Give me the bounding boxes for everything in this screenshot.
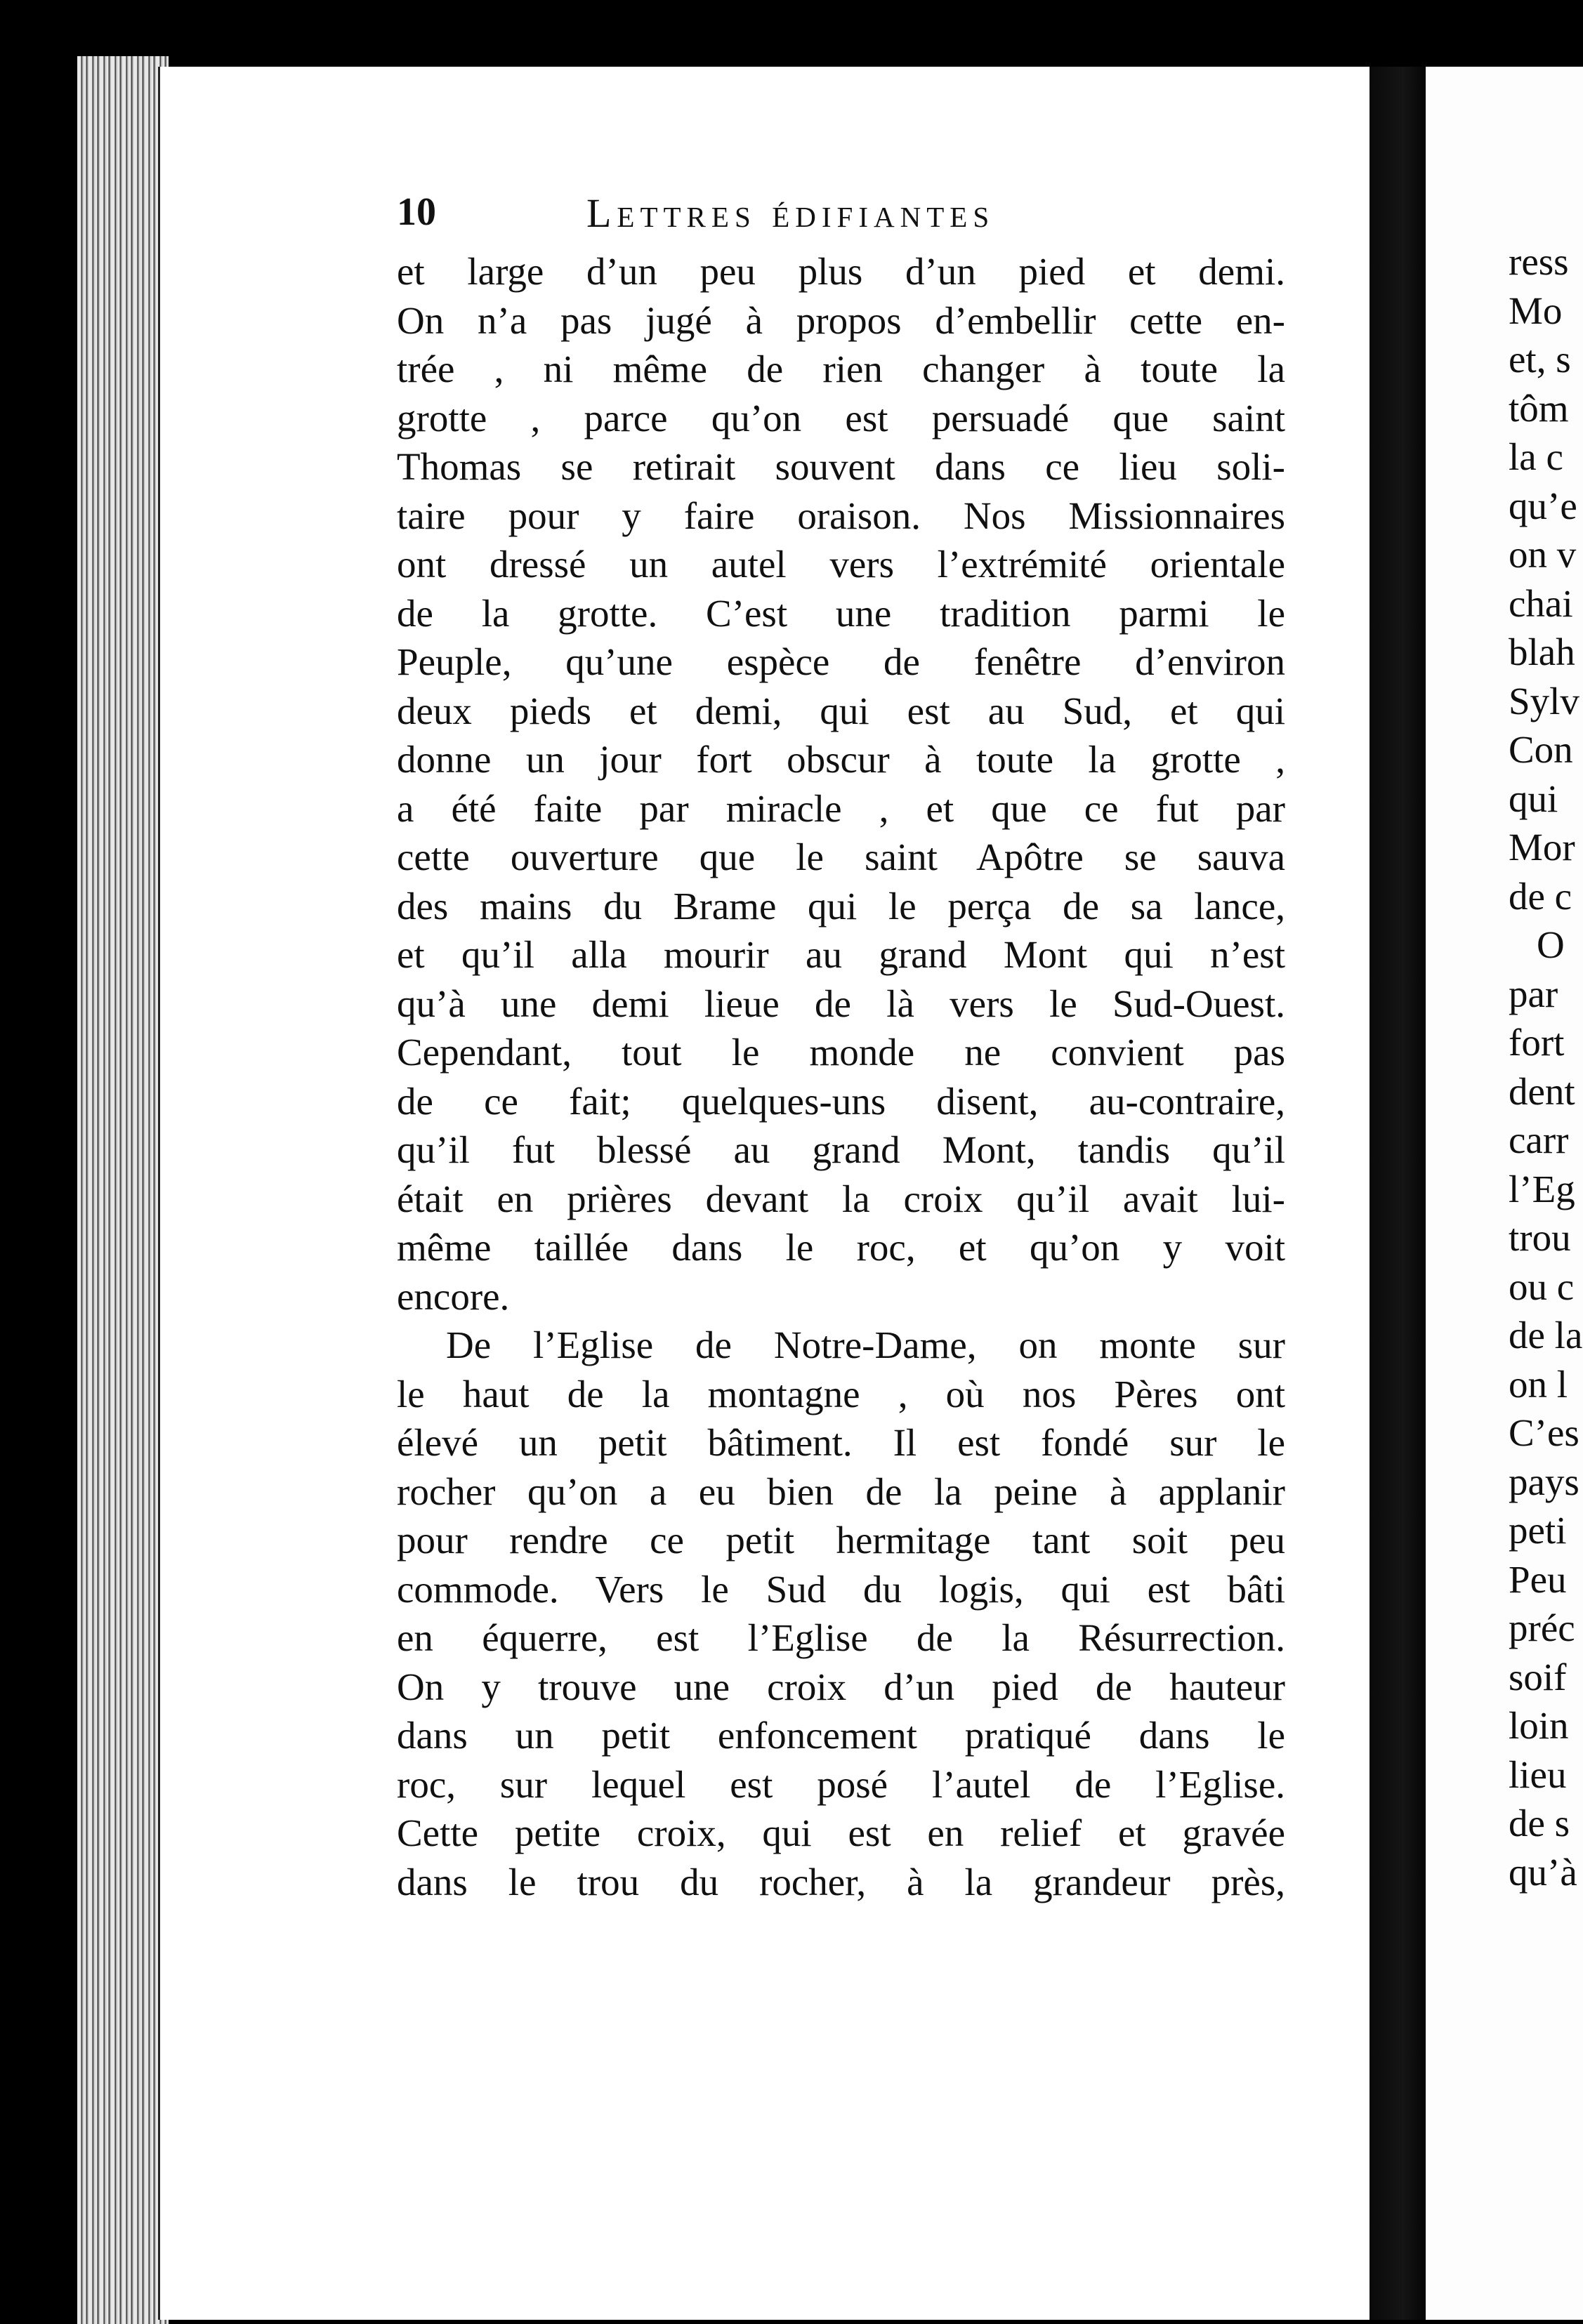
text-line: était en prières devant la croix qu’il avait lui- <box>397 1177 1285 1220</box>
fragment-line: chai <box>1509 581 1573 625</box>
fragment-line: ou c <box>1509 1265 1575 1308</box>
fragment-line: O <box>1537 923 1565 966</box>
page-number: 10 <box>397 190 436 234</box>
fragment-line: de s <box>1509 1802 1570 1844</box>
fragment-line: Mo <box>1509 289 1563 332</box>
fragment-line: Con <box>1509 728 1573 771</box>
running-title: Lettres édifiantes <box>586 190 995 236</box>
fragment-line: et, s <box>1509 338 1571 381</box>
text-line: des mains du Brame qui le perça de sa lance, <box>397 884 1285 927</box>
book-gutter <box>1369 67 1426 2320</box>
text-line: de ce fait; quelques-uns disent, au-contraire, <box>397 1079 1285 1123</box>
text-line: a été faite par miracle , et que ce fut par <box>397 786 1285 830</box>
text-line: On n’a pas jugé à propos d’embellir cette en- <box>397 298 1285 342</box>
text-line: cette ouverture que le saint Apôtre se sauva <box>397 836 1285 878</box>
text-line: pour rendre ce petit hermitage tant soit peu <box>397 1519 1285 1562</box>
fragment-line: préc <box>1509 1606 1575 1649</box>
fragment-line: de la <box>1509 1314 1583 1356</box>
text-line: rocher qu’on a eu bien de la peine à applanir <box>397 1470 1285 1513</box>
fragment-line: Mor <box>1509 826 1575 869</box>
fragment-line: blah <box>1509 630 1575 673</box>
fragment-line: Peu <box>1509 1557 1567 1601</box>
fragment-line: par <box>1509 972 1558 1015</box>
right-page-text <box>1509 237 1583 1896</box>
fragment-line: trou <box>1509 1216 1571 1259</box>
text-line: ont dressé un autel vers l’extrémité orientale <box>397 543 1285 586</box>
body-text <box>397 247 1285 1906</box>
text-line: élevé un petit bâtiment. Il est fondé sur le <box>397 1421 1285 1464</box>
fragment-line: on v <box>1509 533 1577 576</box>
text-line: dans le trou du rocher, à la grandeur près, <box>397 1860 1285 1903</box>
text-line: commode. Vers le Sud du logis, qui est bâti <box>397 1567 1285 1611</box>
fragment-line: soif <box>1509 1655 1567 1698</box>
page-edges <box>77 56 169 2324</box>
fragment-line: de c <box>1509 874 1572 918</box>
text-line: grotte , parce qu’on est persuadé que saint <box>397 396 1285 440</box>
fragment-line: carr <box>1509 1118 1569 1161</box>
text-line: donne un jour fort obscur à toute la grotte , <box>397 738 1285 781</box>
fragment-line: C’es <box>1509 1411 1579 1454</box>
text-line: et qu’il alla mourir au grand Mont qui n’est <box>397 933 1285 976</box>
fragment-line: qu’à <box>1509 1850 1577 1894</box>
text-line: Thomas se retirait souvent dans ce lieu soli- <box>397 445 1285 488</box>
fragment-line: Sylv <box>1509 679 1579 722</box>
fragment-line: qui <box>1509 777 1558 820</box>
text-line: qu’à une demi lieue de là vers le Sud-Ouest. <box>397 982 1285 1025</box>
text-line: deux pieds et demi, qui est au Sud, et qui <box>397 689 1285 732</box>
text-line: même taillée dans le roc, et qu’on y voit <box>397 1226 1285 1269</box>
fragment-line: l’Eg <box>1509 1167 1575 1210</box>
fragment-line: peti <box>1509 1509 1567 1552</box>
text-line: et large d’un peu plus d’un pied et demi. <box>397 250 1285 293</box>
fragment-line: la c <box>1509 435 1563 478</box>
text-line: De l’Eglise de Notre-Dame, on monte sur <box>446 1323 1285 1366</box>
fragment-line: on l <box>1509 1362 1568 1406</box>
text-line: qu’il fut blessé au grand Mont, tandis qu’il <box>397 1128 1285 1171</box>
fragment-line: ress <box>1509 240 1569 283</box>
text-line: dans un petit enfoncement pratiqué dans le <box>397 1714 1285 1757</box>
fragment-line: qu’e <box>1509 484 1577 527</box>
fragment-line: tôm <box>1509 386 1569 430</box>
text-line: encore. <box>397 1274 510 1318</box>
text-line: de la grotte. C’est une tradition parmi le <box>397 591 1285 635</box>
text-line: trée , ni même de rien changer à toute la <box>397 348 1285 390</box>
text-line: On y trouve une croix d’un pied de hauteur <box>397 1665 1285 1708</box>
text-line: roc, sur lequel est posé l’autel de l’Eglise. <box>397 1762 1285 1806</box>
page-header <box>397 190 1348 246</box>
text-line: en équerre, est l’Eglise de la Résurrection. <box>397 1616 1285 1659</box>
text-line: Cette petite croix, qui est en relief et gravée <box>397 1811 1285 1854</box>
fragment-line: pays <box>1509 1460 1579 1503</box>
text-line: Peuple, qu’une espèce de fenêtre d’environ <box>397 640 1285 683</box>
fragment-line: dent <box>1509 1069 1575 1113</box>
fragment-line: lieu <box>1509 1752 1567 1796</box>
fragment-line: fort <box>1509 1021 1565 1064</box>
fragment-line: loin <box>1509 1704 1569 1747</box>
text-line: Cependant, tout le monde ne convient pas <box>397 1031 1285 1074</box>
text-line: taire pour y faire oraison. Nos Missionnaires <box>397 494 1285 537</box>
text-line: le haut de la montagne , où nos Pères ont <box>397 1372 1285 1415</box>
